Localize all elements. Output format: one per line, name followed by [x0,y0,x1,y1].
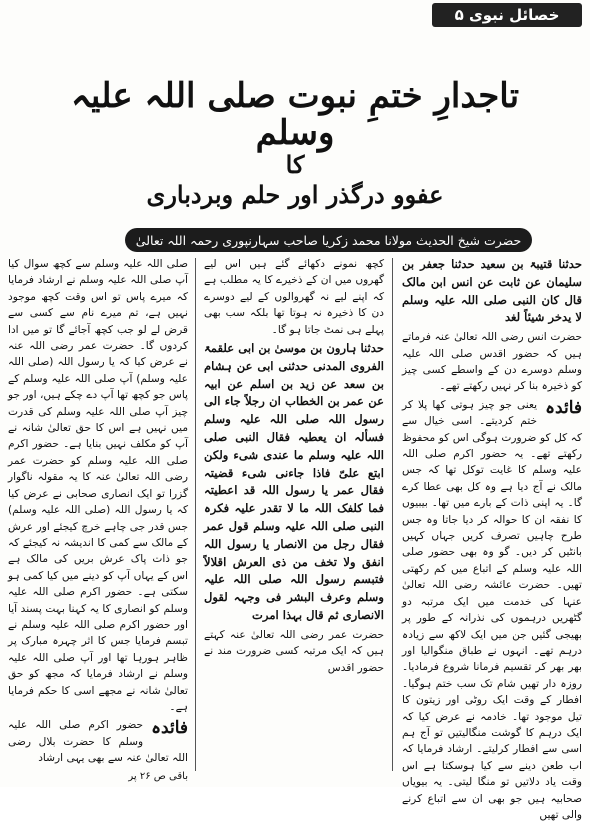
article-title: تاجدارِ ختمِ نبوت صلی اللہ علیہ وسلم [70,76,520,154]
article-subtitle: عفوو درگذر اور حلم وبردباری [146,180,444,209]
commentary [8,717,188,766]
column-left [8,256,188,782]
faida-heading: فائدہ [151,718,188,739]
commentary-text: یعنی جو چیز ہوتی کھا پلا کر ختم کردیتے۔ اسی خیال سے کہ کل کو ضرورت ہوگی اس کو محفوظ رکھتے تھے۔ یہ حضور اکرم صلی اللہ علیہ وسلم کا غایت توکل تھا کہ جس مالک نے آج دیا ہے وہ کل بھی عطا کرے گا۔ یہ اپنی ذات کے بارے میں تھا۔ بیبیوں کا نفقہ ان کا حوالہ کر دیا جاتا وہ جس طرح چاہیں تصرف کریں جہاں کہیں بانٹیں کر دیں۔ گو وہ بھی حضور صلی اللہ علیہ وسلم کے اتباع میں کم رکھتی تھیں۔ حضرت عائشہ رضی اللہ تعالیٰ عنہا کی خدمت میں ایک مرتبہ دو گٹھریں درہموں کی نذرانہ کے طور پر بھیجی گئیں جن میں ایک لاکھ سے زیادہ درہم تھے۔ انہوں نے طباق منگوالیا اور بھر بھر کر تقسیم فرمانا شروع فرمادیا۔ روزہ دار تھیں شام تک سب ختم ہوگیا۔ افطار کے وقت ایک روٹی اور زیتون کا تیل موجود تھا۔ خادمہ نے عرض کیا کہ ایک درہم کا گوشت منگالیتیں تو آج ہم اسی سے افطار کرلیتے۔ ارشاد فرمایا کہ اب طعن دینے سے کیا ہوسکتا ہے اس وقت یاد دلاتیں تو منگا لیتی۔ یہ بیویاں صحابیہ ہیں جو بھی ان سے اتباع کرنے والی تھیں [402,398,582,821]
hadith-arabic: حدثنا ہارون بن موسیٰ بن ابی علقمۃ الفروی المدنی حدثنی ابی عن ہشام بن سعد عن زید بن اسلم عن ابیہ عن عمر بن الخطاب ان رجلاً جاء الی رسول اللہ صلی اللہ علیہ وسلم فسألہ ان یعطیہ فقال النبی صلی اللہ علیہ وسلم ما عندی شیء ولکن ابتع علیّ فاذا جاءنی شیء قضیتہ فقال عمر یا رسول اللہ قد اعطیتہ فما کلفک اللہ ما لا تقدر علیہ فکرہ النبی صلی اللہ علیہ وسلم قول عمر فقال رجل من الانصار یا رسول اللہ انفق ولا تخف من ذی العرش اقلالاً فتبسم رسول اللہ صلی اللہ علیہ وسلم وعرف البشر فی وجہہ لقول الانصاری ثم قال بہذا امرت [204,341,384,622]
hadith-arabic: حدثنا قتیبۃ بن سعید حدثنا جعفر بن سلیمان عن ثابت عن انس ابن مالک قال کان النبی صلی اللہ علیہ وسلم لا یدخر شیئاً لغد [402,257,582,325]
commentary [402,397,582,823]
title-connector: کا [285,150,305,179]
hadith-translation: حضرت انس رضی اللہ تعالیٰ عنہ فرماتے ہیں کہ حضور اقدس صلی اللہ علیہ وسلم دوسرے دن کے واسطے کسی چیز کو ذخیرہ بنا کر نہیں رکھتے تھے۔ [402,331,582,393]
author-banner: حضرت شیخ الحدیث مولانا محمد زکریا صاحب سہارنپوری رحمہ اللہ تعالیٰ [125,228,532,252]
continued-note: باقی ص ۲۶ پر [128,770,188,782]
commentary-continued: کچھ نمونے دکھائے گئے ہیں اس لیے گھروں میں ان کے ذخیرے کا یہ مطلب ہے کہ اپنے لیے نہ گھروالوں کے لیے دوسرے دن کا ذخیرہ نہ ہوتا تھا بلکہ سب بھی پہلے ہی نمٹ جاتا ہو گا۔ [204,258,384,336]
commentary-text: حضور اکرم صلی اللہ علیہ وسلم کا حضرت بلال رضی اللہ تعالیٰ عنہ سے بھی یہی ارشاد [8,719,188,765]
column-divider [392,258,393,771]
hadith-translation-continued: صلی اللہ علیہ وسلم سے کچھ سوال کیا آپ صلی اللہ علیہ وسلم نے ارشاد فرمایا کہ میرے پاس تو اس وقت کچھ موجود نہیں ہے، تم میرے نام سے کسی سے قرض لے لو جب کچھ آجائے گا تو میں ادا کردوں گا۔ حضرت عمر رضی اللہ عنہ نے عرض کیا کہ یا رسول اللہ (صلی اللہ علیہ وسلم) آپ صلی اللہ علیہ وسلم کے پاس جو کچھ تھا آپ دے چکے ہیں، اور جو چیز آپ صلی اللہ علیہ وسلم کی قدرت میں نہیں ہے اس کا حق تعالیٰ شانہ نے آپ کو مکلف نہیں بنایا ہے۔ حضور اکرم صلی اللہ علیہ وسلم کو حضرت عمر رضی اللہ تعالیٰ عنہ کا یہ مقولہ ناگوار گزرا تو ایک انصاری صحابی نے عرض کیا کہ یا رسول اللہ (صلی اللہ علیہ وسلم) جس قدر جی چاہے خرچ کیجئے اور عرش کے مالک سے کمی کا اندیشہ نہ کیجئے کہ جو ذات پاک عرش بریں کی مالک ہے اس کے یہاں آپ کو دینے میں کیا کمی ہو سکتی ہے۔ حضور اکرم صلی اللہ علیہ وسلم کو انصاری کا یہ کہنا بہت پسند آیا اور حضور اکرم صلی اللہ علیہ وسلم نے تبسم فرمایا جس کا اثر چہرہ مبارک پر ظاہر ہورہا تھا اور آپ صلی اللہ علیہ وسلم نے ارشاد فرمایا کہ مجھ کو حق تعالیٰ شانہ نے مجھے اسی کا حکم فرمایا ہے۔ [8,258,188,713]
column-right [402,256,582,821]
faida-heading: فائدہ [545,397,582,418]
column-divider [195,258,196,771]
section-tag: خصائل نبوی ۵ [432,3,582,27]
column-middle [204,256,384,773]
hadith-translation: حضرت عمر رضی اللہ تعالیٰ عنہ کہتے ہیں کہ ایک مرتبہ کسی ضرورت مند نے حضور اقدس [204,628,384,674]
